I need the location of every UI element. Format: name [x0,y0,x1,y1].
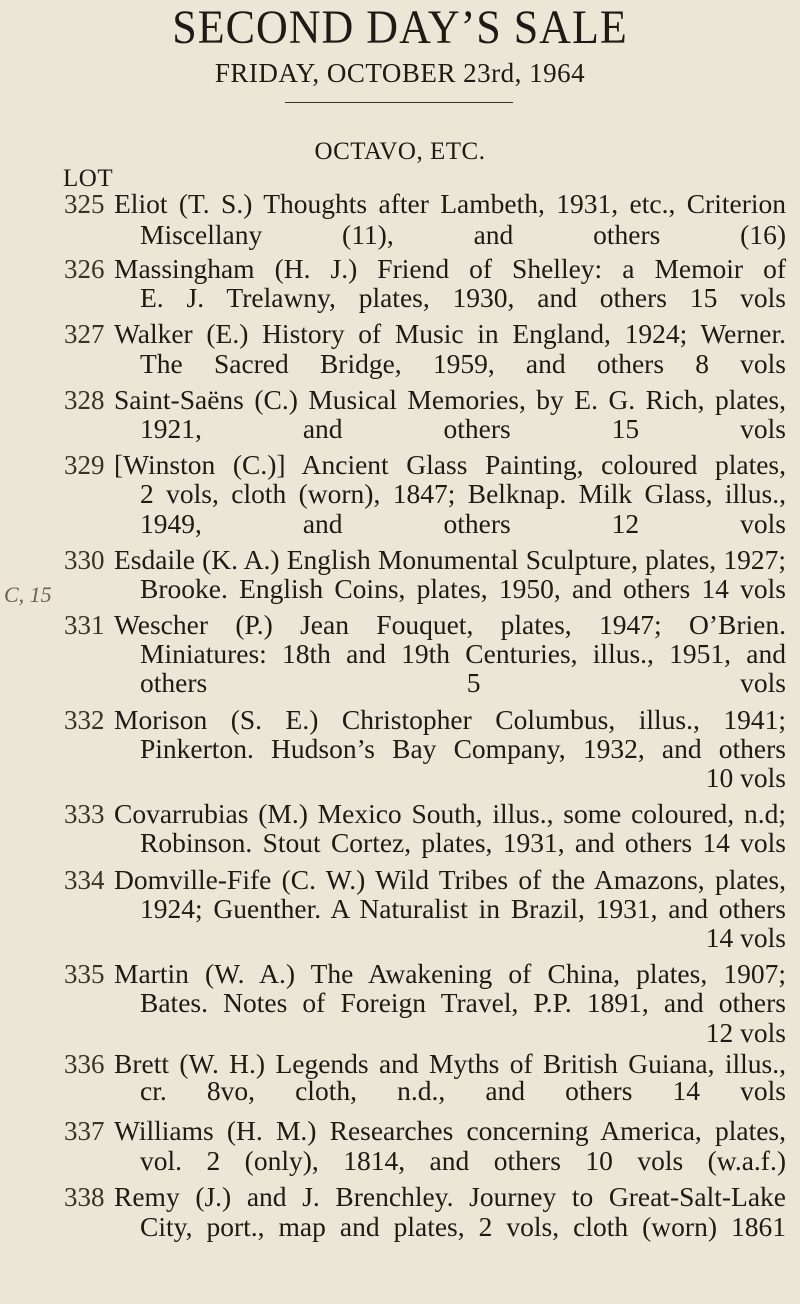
lot-description-line: [Winston (C.)] Ancient Glass Painting, coloured plates, [114,449,786,481]
lot-number: 332 [64,704,105,735]
lot-description-line: Bates. Notes of Foreign Travel, P.P. 1891, and others [140,987,786,1019]
lot-number: 335 [64,959,105,990]
lot-column-label: LOT [63,165,114,192]
lot-description-line: Martin (W. A.) The Awakening of China, plates, 1907; [114,958,786,990]
lot-description-line: City, port., map and plates, 2 vols, cloth (worn) 1861 [140,1211,786,1243]
lot-description-line: Pinkerton. Hudson’s Bay Company, 1932, and others [140,732,786,764]
lot-description-line: 1949, and others 12 vols [140,507,786,539]
lot-number: 329 [64,450,105,481]
lot-number: 325 [64,189,105,220]
lot-description-line: Miscellany (11), and others (16) [140,218,786,250]
lot-description-line: 14 vols [705,922,786,954]
title-divider [285,102,513,103]
lot-description-line: Massingham (H. J.) Friend of Shelley: a Memoir of [114,252,786,284]
lot-description-line: Walker (E.) History of Music in England, 1924; Werner. [114,318,786,350]
lot-description-line: cr. 8vo, cloth, n.d., and others 14 vols [140,1075,786,1107]
lot-description-line: 1924; Guenther. A Naturalist in Brazil, 1931, and others [140,892,786,924]
lot-number: 337 [64,1116,105,1147]
lot-number: 331 [64,610,105,640]
lot-description-line: Brooke. English Coins, plates, 1950, and others 14 vols [140,572,786,604]
lot-description-line: Robinson. Stout Cortez, plates, 1931, and others 14 vols [140,827,786,859]
lot-description-line: Remy (J.) and J. Brenchley. Journey to Great-Salt-Lake [114,1181,786,1213]
section-heading: OCTAVO, ETC. [314,138,486,165]
handwritten-margin-note: C, 15 [4,582,52,608]
lot-number: 333 [64,799,105,830]
lot-description-line: Saint-Saëns (C.) Musical Memories, by E. G. Rich, plates, [114,383,786,415]
lot-description-line: Eliot (T. S.) Thoughts after Lambeth, 1931, etc., Criterion [114,188,786,220]
lot-description-line: 10 vols [705,762,786,794]
lot-number: 327 [64,319,105,350]
lot-number: 338 [64,1182,105,1213]
lot-description-line: Esdaile (K. A.) English Monumental Sculpture, plates, 1927; [114,543,786,575]
lot-description-line: others 5 vols [140,667,786,699]
sale-date: FRIDAY, OCTOBER 23rd, 1964 [214,58,586,88]
lot-description-line: The Sacred Bridge, 1959, and others 8 vols [140,347,786,379]
lot-description-line: Brett (W. H.) Legends and Myths of British Guiana, illus., [114,1047,786,1079]
lot-description-line: Morison (S. E.) Christopher Columbus, illus., 1941; [114,703,786,735]
lot-description-line: Williams (H. M.) Researches concerning America, plates, [114,1115,786,1147]
lot-description-line: Covarrubias (M.) Mexico South, illus., some coloured, n.d; [114,798,786,830]
lot-description-line: E. J. Trelawny, plates, 1930, and others 15 vols [140,282,786,314]
lot-description-line: Wescher (P.) Jean Fouquet, plates, 1947; O’Brien. [114,609,786,640]
lot-description-line: Domville-Fife (C. W.) Wild Tribes of the Amazons, plates, [114,863,786,895]
lot-number: 336 [64,1048,105,1079]
lot-number: 334 [64,864,105,895]
lot-description-line: Miniatures: 18th and 19th Centuries, illus., 1951, and [140,638,786,670]
lot-description-line: 12 vols [705,1016,786,1048]
sale-title: SECOND DAY’S SALE [172,0,628,54]
lot-number: 330 [64,544,105,575]
lot-description-line: 1921, and others 15 vols [140,412,786,444]
lot-number: 326 [64,253,105,284]
lot-description-line: 2 vols, cloth (worn), 1847; Belknap. Milk Glass, illus., [140,478,786,510]
lot-number: 328 [64,384,105,415]
lot-description-line: vol. 2 (only), 1814, and others 10 vols (w.a.f.) [140,1145,786,1177]
